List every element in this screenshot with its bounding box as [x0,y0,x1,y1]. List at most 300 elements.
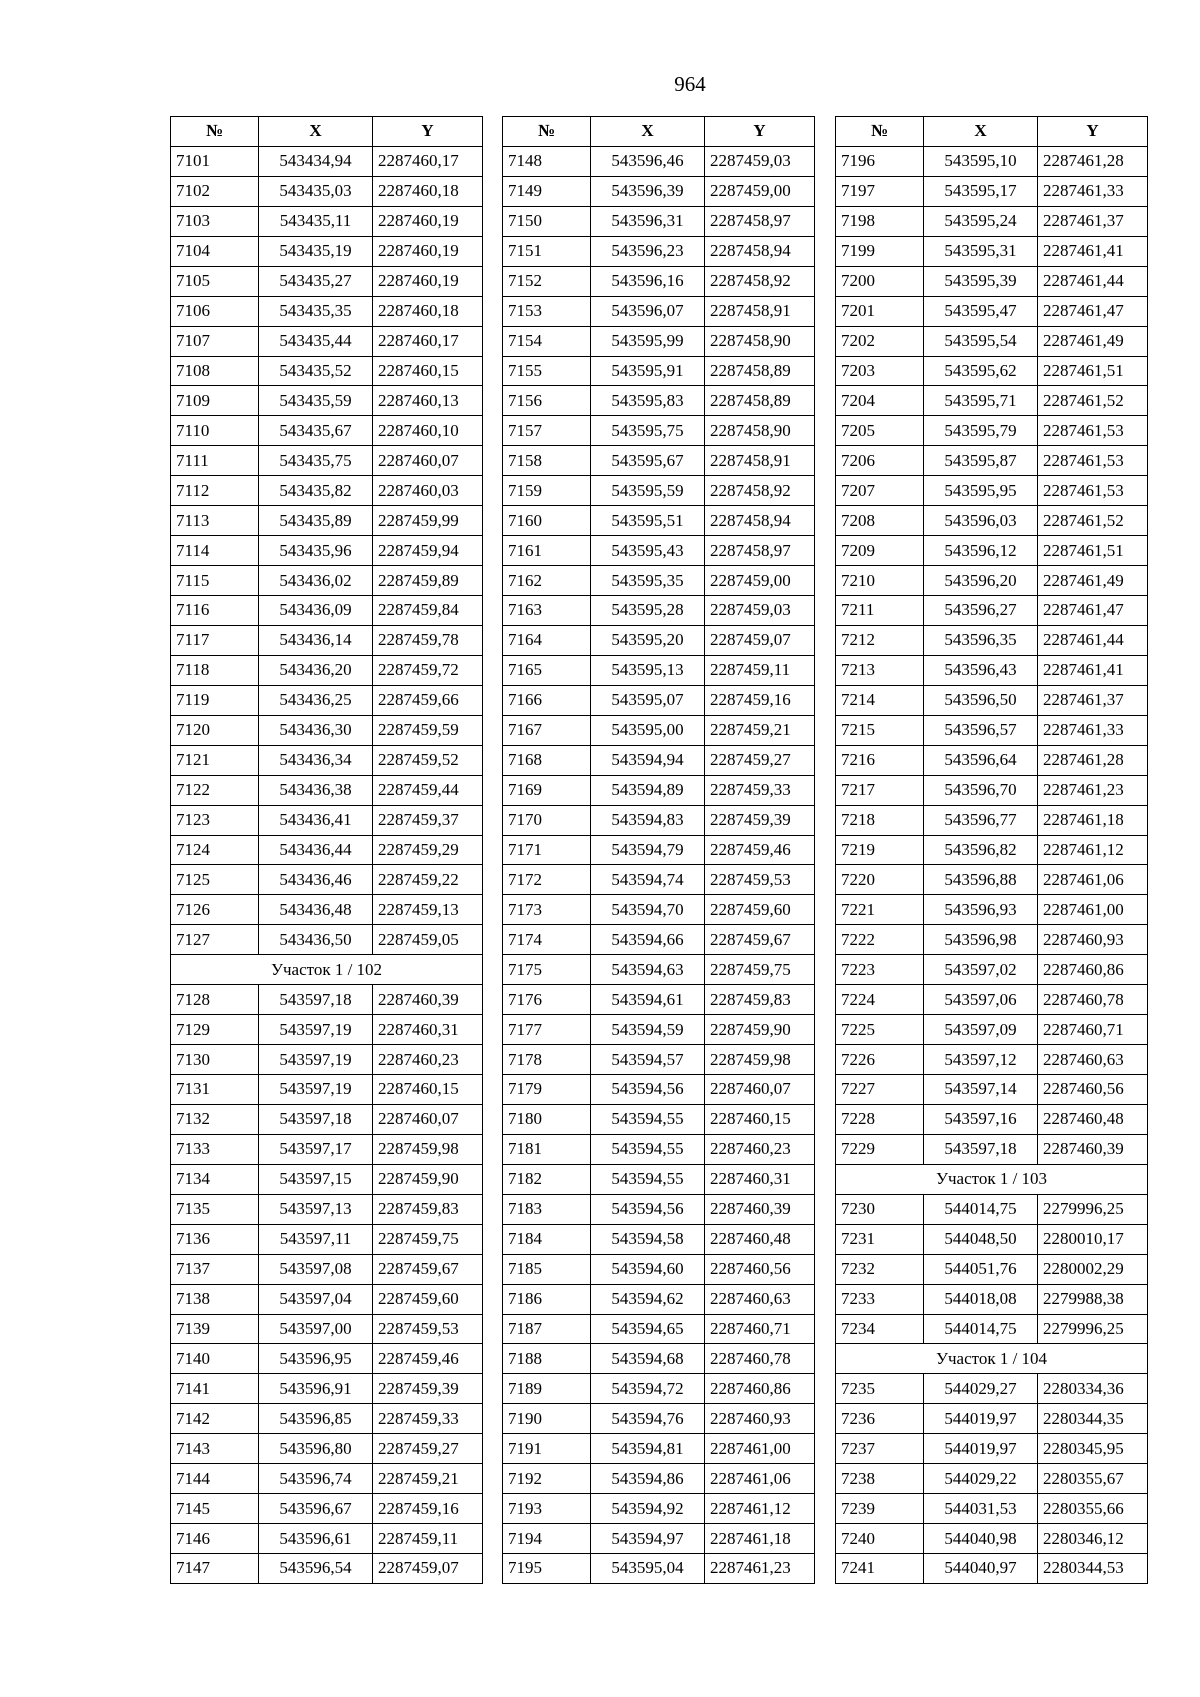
x-coordinate: 543596,07 [591,296,705,326]
table-row [836,655,1148,685]
table-row [503,985,815,1015]
x-coordinate: 543596,27 [924,596,1038,626]
x-coordinate: 543435,75 [259,446,373,476]
table-row [503,1164,815,1194]
header-num: № [503,117,591,147]
y-coordinate: 2287459,66 [373,685,483,715]
x-coordinate: 543434,94 [259,146,373,176]
y-coordinate: 2279996,25 [1038,1194,1148,1224]
point-number: 7112 [171,476,259,506]
point-number: 7103 [171,206,259,236]
y-coordinate: 2287458,91 [705,296,815,326]
x-coordinate: 543436,25 [259,685,373,715]
x-coordinate: 543596,91 [259,1374,373,1404]
x-coordinate: 543597,19 [259,1045,373,1075]
point-number: 7207 [836,476,924,506]
point-number: 7234 [836,1314,924,1344]
table-row [836,1284,1148,1314]
x-coordinate: 543595,10 [924,146,1038,176]
x-coordinate: 543596,43 [924,655,1038,685]
point-number: 7146 [171,1524,259,1554]
y-coordinate: 2287459,53 [705,865,815,895]
x-coordinate: 543596,54 [259,1554,373,1584]
x-coordinate: 543594,76 [591,1404,705,1434]
point-number: 7171 [503,835,591,865]
x-coordinate: 544014,75 [924,1194,1038,1224]
x-coordinate: 543436,09 [259,596,373,626]
point-number: 7200 [836,266,924,296]
point-number: 7184 [503,1224,591,1254]
y-coordinate: 2287459,39 [705,805,815,835]
table-row [503,536,815,566]
table-row [836,146,1148,176]
header-y: Y [373,117,483,147]
table-header-row [503,117,815,147]
point-number: 7237 [836,1434,924,1464]
table-row [836,895,1148,925]
x-coordinate: 543436,20 [259,655,373,685]
table-row [503,326,815,356]
table-row [836,1075,1148,1105]
table-row [836,985,1148,1015]
point-number: 7176 [503,985,591,1015]
y-coordinate: 2287459,16 [705,685,815,715]
table-row [836,416,1148,446]
x-coordinate: 543595,87 [924,446,1038,476]
point-number: 7229 [836,1134,924,1164]
x-coordinate: 543597,04 [259,1284,373,1314]
y-coordinate: 2287460,10 [373,416,483,446]
point-number: 7192 [503,1464,591,1494]
table-row [836,1224,1148,1254]
x-coordinate: 543595,95 [924,476,1038,506]
y-coordinate: 2287459,03 [705,596,815,626]
table-row [171,745,483,775]
x-coordinate: 543596,74 [259,1464,373,1494]
x-coordinate: 543595,67 [591,446,705,476]
table-row [171,236,483,266]
x-coordinate: 543595,13 [591,655,705,685]
x-coordinate: 543597,16 [924,1104,1038,1134]
point-number: 7223 [836,955,924,985]
y-coordinate: 2287461,23 [705,1554,815,1584]
x-coordinate: 544031,53 [924,1494,1038,1524]
x-coordinate: 543436,30 [259,715,373,745]
point-number: 7159 [503,476,591,506]
header-num: № [171,117,259,147]
point-number: 7236 [836,1404,924,1434]
y-coordinate: 2287458,90 [705,416,815,446]
x-coordinate: 543435,11 [259,206,373,236]
point-number: 7231 [836,1224,924,1254]
y-coordinate: 2287461,06 [1038,865,1148,895]
point-number: 7160 [503,506,591,536]
table-row [836,1134,1148,1164]
y-coordinate: 2287460,71 [1038,1015,1148,1045]
table-row [171,1194,483,1224]
table-header-row [171,117,483,147]
y-coordinate: 2280346,12 [1038,1524,1148,1554]
x-coordinate: 543596,88 [924,865,1038,895]
point-number: 7215 [836,715,924,745]
x-coordinate: 543597,18 [924,1134,1038,1164]
x-coordinate: 543597,12 [924,1045,1038,1075]
x-coordinate: 543596,64 [924,745,1038,775]
point-number: 7163 [503,596,591,626]
point-number: 7190 [503,1404,591,1434]
point-number: 7239 [836,1494,924,1524]
section-row [836,1344,1148,1374]
x-coordinate: 543436,46 [259,865,373,895]
point-number: 7144 [171,1464,259,1494]
y-coordinate: 2287460,71 [705,1314,815,1344]
x-coordinate: 543596,35 [924,625,1038,655]
y-coordinate: 2287458,91 [705,446,815,476]
y-coordinate: 2287459,11 [373,1524,483,1554]
y-coordinate: 2287458,89 [705,356,815,386]
point-number: 7139 [171,1314,259,1344]
x-coordinate: 543595,99 [591,326,705,356]
x-coordinate: 543595,39 [924,266,1038,296]
table-row [503,805,815,835]
point-number: 7131 [171,1075,259,1105]
x-coordinate: 543596,67 [259,1494,373,1524]
y-coordinate: 2287459,00 [705,176,815,206]
table-row [503,1374,815,1404]
table-row [171,1254,483,1284]
table-row [836,566,1148,596]
table-row [836,266,1148,296]
table-row [836,955,1148,985]
x-coordinate: 543595,62 [924,356,1038,386]
y-coordinate: 2287459,07 [373,1554,483,1584]
table-row [171,655,483,685]
x-coordinate: 543595,24 [924,206,1038,236]
x-coordinate: 543595,59 [591,476,705,506]
table-row [171,506,483,536]
x-coordinate: 543594,97 [591,1524,705,1554]
table-row [503,1075,815,1105]
table-row [503,865,815,895]
point-number: 7225 [836,1015,924,1045]
point-number: 7123 [171,805,259,835]
table-row [503,446,815,476]
table-row [171,206,483,236]
point-number: 7157 [503,416,591,446]
table-row [836,386,1148,416]
point-number: 7183 [503,1194,591,1224]
table-row [503,176,815,206]
table-row [836,536,1148,566]
point-number: 7177 [503,1015,591,1045]
point-number: 7121 [171,745,259,775]
y-coordinate: 2287459,67 [705,925,815,955]
table-row [171,1045,483,1075]
table-row [171,1524,483,1554]
y-coordinate: 2287458,94 [705,236,815,266]
point-number: 7189 [503,1374,591,1404]
point-number: 7196 [836,146,924,176]
point-number: 7126 [171,895,259,925]
point-number: 7174 [503,925,591,955]
x-coordinate: 543596,16 [591,266,705,296]
point-number: 7147 [171,1554,259,1584]
point-number: 7108 [171,356,259,386]
x-coordinate: 543435,67 [259,416,373,446]
x-coordinate: 543436,14 [259,625,373,655]
point-number: 7115 [171,566,259,596]
y-coordinate: 2287459,90 [705,1015,815,1045]
table-row [503,1194,815,1224]
y-coordinate: 2287459,27 [705,745,815,775]
y-coordinate: 2287459,84 [373,596,483,626]
point-number: 7220 [836,865,924,895]
table-row [836,506,1148,536]
x-coordinate: 543595,43 [591,536,705,566]
x-coordinate: 544051,76 [924,1254,1038,1284]
x-coordinate: 543596,82 [924,835,1038,865]
y-coordinate: 2287458,94 [705,506,815,536]
table-row [836,835,1148,865]
x-coordinate: 543597,06 [924,985,1038,1015]
table-row [503,1554,815,1584]
table-row [503,1254,815,1284]
table-row [836,715,1148,745]
table-row [503,1464,815,1494]
point-number: 7173 [503,895,591,925]
table-row [836,1494,1148,1524]
x-coordinate: 543596,12 [924,536,1038,566]
y-coordinate: 2287460,07 [373,1104,483,1134]
y-coordinate: 2287458,92 [705,266,815,296]
point-number: 7178 [503,1045,591,1075]
y-coordinate: 2287459,83 [705,985,815,1015]
x-coordinate: 543597,13 [259,1194,373,1224]
table-row [836,925,1148,955]
table-row [171,685,483,715]
page-number: 964 [674,72,706,96]
x-coordinate: 543594,66 [591,925,705,955]
x-coordinate: 543597,11 [259,1224,373,1254]
x-coordinate: 543595,07 [591,685,705,715]
point-number: 7105 [171,266,259,296]
table-row [171,1314,483,1344]
table-row [503,596,815,626]
point-number: 7172 [503,865,591,895]
x-coordinate: 543596,03 [924,506,1038,536]
point-number: 7211 [836,596,924,626]
x-coordinate: 543436,38 [259,775,373,805]
table-row [836,1314,1148,1344]
x-coordinate: 543595,79 [924,416,1038,446]
x-coordinate: 543594,58 [591,1224,705,1254]
table-row [503,1494,815,1524]
table-row [503,1284,815,1314]
y-coordinate: 2287459,46 [373,1344,483,1374]
table-row [171,416,483,446]
table-row [503,236,815,266]
table-row [171,1224,483,1254]
table-row [171,1015,483,1045]
point-number: 7167 [503,715,591,745]
table-row [503,1434,815,1464]
y-coordinate: 2287460,15 [705,1104,815,1134]
table-row [503,146,815,176]
point-number: 7154 [503,326,591,356]
y-coordinate: 2287459,52 [373,745,483,775]
y-coordinate: 2287460,39 [705,1194,815,1224]
x-coordinate: 543435,89 [259,506,373,536]
x-coordinate: 543595,00 [591,715,705,745]
x-coordinate: 543596,93 [924,895,1038,925]
point-number: 7133 [171,1134,259,1164]
y-coordinate: 2287459,46 [705,835,815,865]
x-coordinate: 543594,74 [591,865,705,895]
point-number: 7118 [171,655,259,685]
x-coordinate: 543597,19 [259,1075,373,1105]
x-coordinate: 543594,79 [591,835,705,865]
point-number: 7153 [503,296,591,326]
x-coordinate: 543597,19 [259,1015,373,1045]
table-row [171,1075,483,1105]
table-row [503,266,815,296]
point-number: 7138 [171,1284,259,1314]
point-number: 7161 [503,536,591,566]
y-coordinate: 2287461,33 [1038,176,1148,206]
y-coordinate: 2287461,51 [1038,356,1148,386]
table-row [836,1524,1148,1554]
y-coordinate: 2287461,47 [1038,296,1148,326]
y-coordinate: 2287460,56 [1038,1075,1148,1105]
x-coordinate: 543594,55 [591,1164,705,1194]
table-row [171,1404,483,1434]
header-x: X [259,117,373,147]
x-coordinate: 544019,97 [924,1434,1038,1464]
point-number: 7180 [503,1104,591,1134]
y-coordinate: 2287461,41 [1038,236,1148,266]
y-coordinate: 2287459,90 [373,1164,483,1194]
table-row [836,805,1148,835]
y-coordinate: 2287460,39 [1038,1134,1148,1164]
x-coordinate: 543435,35 [259,296,373,326]
table-row [171,1164,483,1194]
y-coordinate: 2287461,49 [1038,566,1148,596]
y-coordinate: 2287460,93 [705,1404,815,1434]
x-coordinate: 543595,31 [924,236,1038,266]
table-row [171,176,483,206]
table-row [836,356,1148,386]
y-coordinate: 2287460,31 [373,1015,483,1045]
table-row [503,296,815,326]
x-coordinate: 543594,70 [591,895,705,925]
y-coordinate: 2287460,07 [373,446,483,476]
y-coordinate: 2287459,44 [373,775,483,805]
point-number: 7214 [836,685,924,715]
y-coordinate: 2280344,53 [1038,1554,1148,1584]
table-row [503,1134,815,1164]
point-number: 7202 [836,326,924,356]
section-row [171,955,483,985]
y-coordinate: 2287459,33 [705,775,815,805]
y-coordinate: 2287459,99 [373,506,483,536]
x-coordinate: 543435,27 [259,266,373,296]
table-row [171,925,483,955]
table-row [171,1134,483,1164]
y-coordinate: 2280355,66 [1038,1494,1148,1524]
x-coordinate: 543435,59 [259,386,373,416]
table-row [836,1194,1148,1224]
point-number: 7122 [171,775,259,805]
table-row [171,1494,483,1524]
x-coordinate: 543436,41 [259,805,373,835]
x-coordinate: 543594,59 [591,1015,705,1045]
point-number: 7132 [171,1104,259,1134]
point-number: 7194 [503,1524,591,1554]
y-coordinate: 2287459,33 [373,1404,483,1434]
table-row [171,326,483,356]
y-coordinate: 2287461,33 [1038,715,1148,745]
x-coordinate: 543594,83 [591,805,705,835]
table-row [503,1344,815,1374]
x-coordinate: 543597,14 [924,1075,1038,1105]
point-number: 7119 [171,685,259,715]
x-coordinate: 543594,72 [591,1374,705,1404]
point-number: 7216 [836,745,924,775]
table-row [171,775,483,805]
point-number: 7187 [503,1314,591,1344]
table-row [836,296,1148,326]
x-coordinate: 543595,28 [591,596,705,626]
y-coordinate: 2287461,37 [1038,685,1148,715]
y-coordinate: 2287460,86 [705,1374,815,1404]
x-coordinate: 544029,27 [924,1374,1038,1404]
point-number: 7120 [171,715,259,745]
coordinates-table-1 [170,116,483,1584]
y-coordinate: 2287459,11 [705,655,815,685]
coordinates-table-3 [835,116,1148,1584]
point-number: 7149 [503,176,591,206]
x-coordinate: 543596,31 [591,206,705,236]
point-number: 7170 [503,805,591,835]
y-coordinate: 2287459,75 [705,955,815,985]
point-number: 7162 [503,566,591,596]
table-row [836,1404,1148,1434]
y-coordinate: 2287461,37 [1038,206,1148,236]
table-row [836,1554,1148,1584]
point-number: 7179 [503,1075,591,1105]
x-coordinate: 543595,47 [924,296,1038,326]
point-number: 7188 [503,1344,591,1374]
table-row [171,835,483,865]
x-coordinate: 543594,60 [591,1254,705,1284]
x-coordinate: 543597,18 [259,1104,373,1134]
table-row [171,1104,483,1134]
table-row [836,1015,1148,1045]
table-row [836,865,1148,895]
point-number: 7201 [836,296,924,326]
y-coordinate: 2287458,92 [705,476,815,506]
table-row [171,1344,483,1374]
point-number: 7102 [171,176,259,206]
table-row [503,1104,815,1134]
x-coordinate: 543594,81 [591,1434,705,1464]
x-coordinate: 543594,55 [591,1134,705,1164]
x-coordinate: 543597,02 [924,955,1038,985]
y-coordinate: 2287460,19 [373,266,483,296]
x-coordinate: 544018,08 [924,1284,1038,1314]
table-row [836,1104,1148,1134]
table-row [836,625,1148,655]
